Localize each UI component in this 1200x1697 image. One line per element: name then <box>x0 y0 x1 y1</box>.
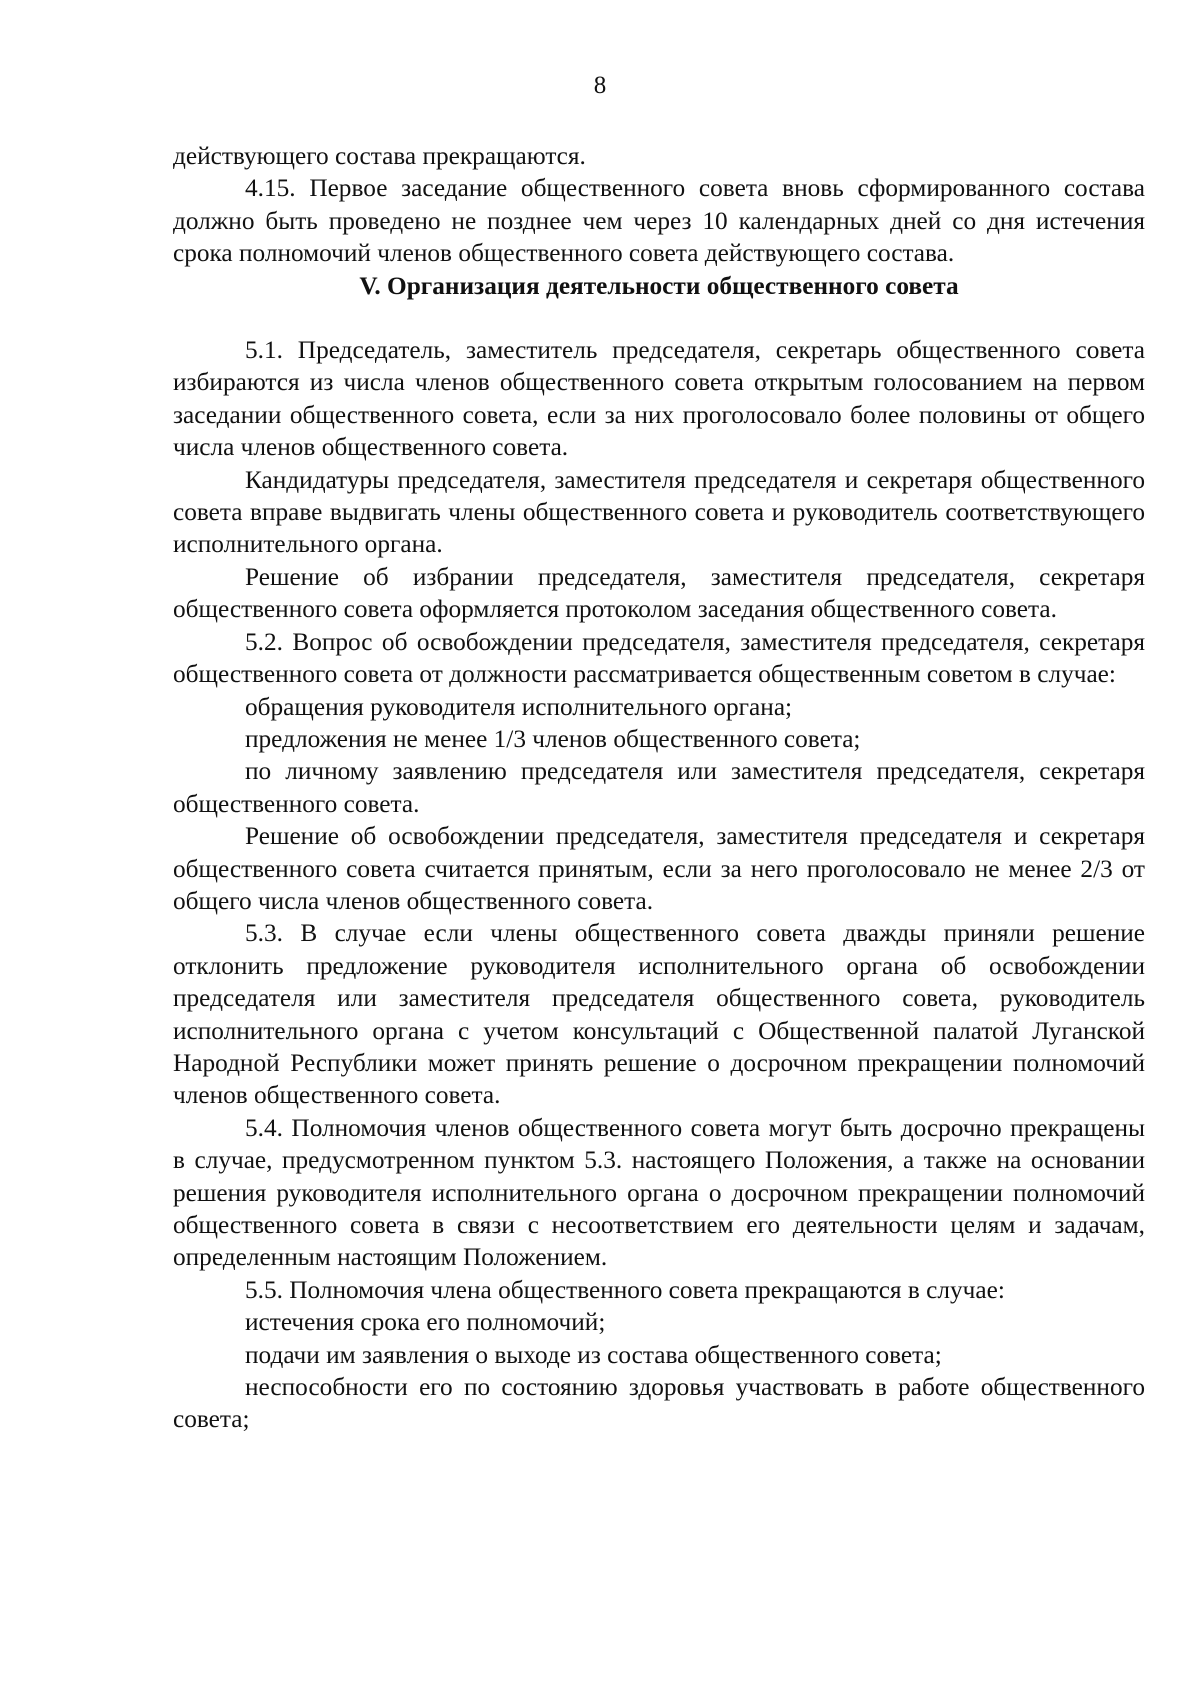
heading-spacer <box>173 302 1145 334</box>
paragraph-5-5: 5.5. Полномочия члена общественного совета прекращаются в случае: <box>245 1275 1005 1304</box>
page-number: 8 <box>593 72 607 99</box>
list-item-health: неспособности его по состоянию здоровья участвовать в работе общественного совета; <box>173 1373 1145 1434</box>
list-item-resignation: подачи им заявления о выходе из состава общественного совета; <box>245 1340 942 1369</box>
section-heading: V. Организация деятельности общественного совета <box>359 271 959 300</box>
paragraph-5-1: 5.1. Председатель, заместитель председателя, секретарь общественного совета избираются из числа членов общественного совета открытым голосованием на первом заседании общественного совета, если за них проголосовало более половины от общего числа членов общественного совета. <box>173 336 1145 462</box>
paragraph-release-decision: Решение об освобождении председателя, заместителя председателя и секретаря общественного совета считается принятым, если за него проголосовало не менее 2/3 от общего числа членов общественного совета. <box>173 822 1145 915</box>
paragraph-candidates: Кандидатуры председателя, заместителя председателя и секретаря общественного совета вправе выдвигать члены общественного совета и руководитель соответствующего исполнительного органа. <box>173 465 1145 559</box>
paragraph-4-15: 4.15. Первое заседание общественного совета вновь сформированного состава должно быть проведено не позднее чем через 10 календарных дней со дня истечения срока полномочий членов общественного совета действующего состава. <box>173 174 1145 268</box>
paragraph-5-2: 5.2. Вопрос об освобождении председателя, заместителя председателя, секретаря общественного совета от должности рассматривается общественным советом в случае: <box>173 627 1145 689</box>
paragraph-5-3: 5.3. В случае если члены общественного совета дважды приняли решение отклонить предложение руководителя исполнительного органа об освобождении председателя или заместителя председателя общественного совета, руководитель исполнительного органа с учетом консультаций с Общественной палатой Луганской Народной Республики может принять решение о досрочном прекращении полномочий членов общественного совета. <box>173 919 1145 1110</box>
document-body <box>173 140 1145 1436</box>
paragraph-continuation: действующего состава прекращаются. <box>173 142 586 170</box>
paragraph-5-4: 5.4. Полномочия членов общественного совета могут быть досрочно прекращены в случае, предусмотренном пунктом 5.3. настоящего Положения, а также на основании решения руководителя исполнительного органа о досрочном прекращении полномочий общественного совета в связи с несоответствием его деятельности целям и задачам, определенным настоящим Положением. <box>173 1113 1145 1272</box>
list-item-term-expiry: истечения срока его полномочий; <box>245 1308 606 1337</box>
list-item-appeal: обращения руководителя исполнительного органа; <box>245 692 793 721</box>
paragraph-election-decision: Решение об избрании председателя, заместителя председателя, секретаря общественного совета оформляется протоколом заседания общественного совета. <box>173 562 1145 624</box>
list-item-personal-statement: по личному заявлению председателя или заместителя председателя, секретаря общественного совета. <box>173 757 1145 818</box>
list-item-proposal: предложения не менее 1/3 членов общественного совета; <box>245 724 861 753</box>
